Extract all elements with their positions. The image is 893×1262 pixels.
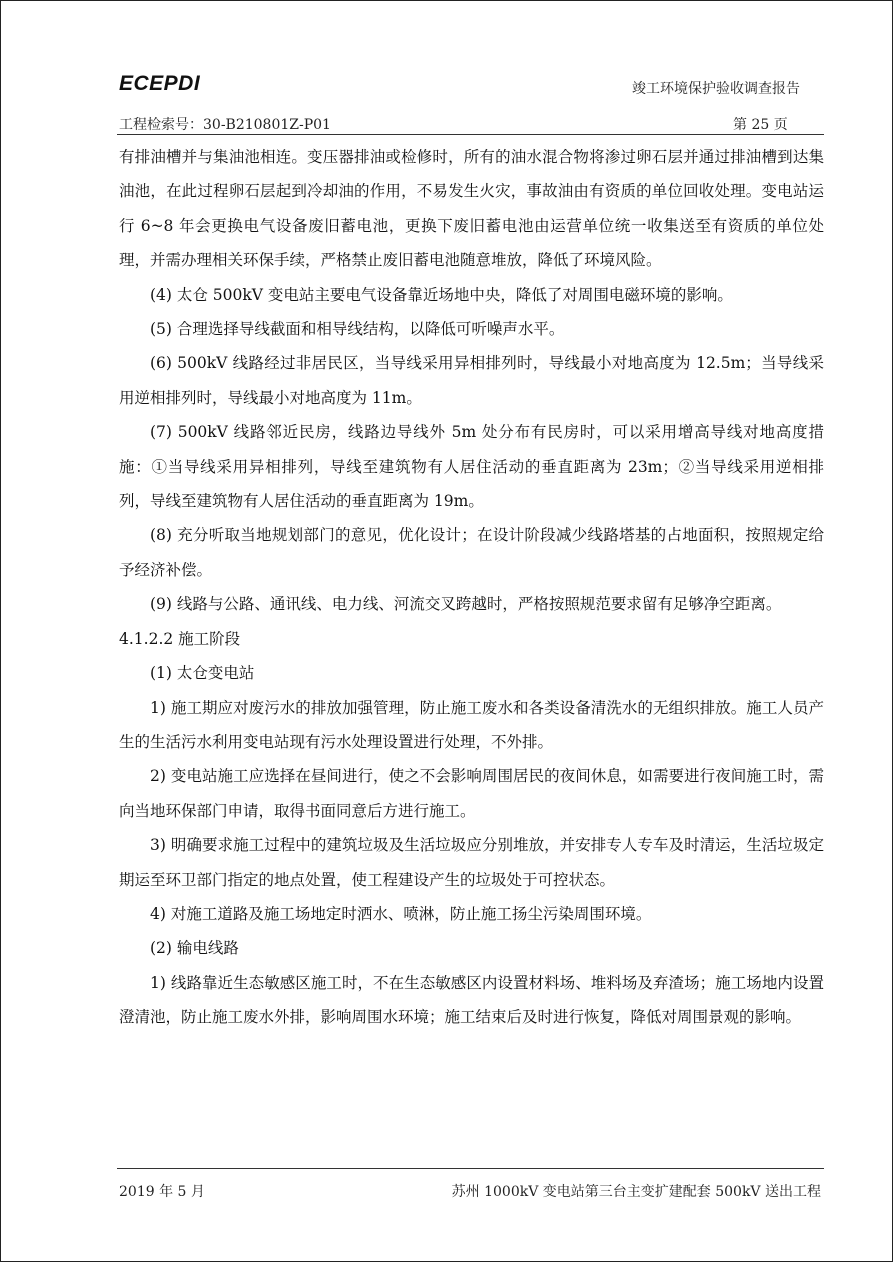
paragraph-line-1: 1) 线路靠近生态敏感区施工时，不在生态敏感区内设置材料场、堆料场及弃渣场；施工场地内设置澄清池，防止施工废水外排，影响周围水环境；施工结束后及时进行恢复，降低对周围景观的影响。 <box>119 973 824 1027</box>
paragraph-substation-3: 3) 明确要求施工过程中的建筑垃圾及生活垃圾应分别堆放，并安排专人专车及时清运，生活垃圾定期运至环卫部门指定的地点处置，使工程建设产生的垃圾处于可控状态。 <box>119 836 824 889</box>
body-text <box>119 140 824 1035</box>
header-divider <box>117 134 824 135</box>
paragraph-item-6: (6) 500kV 线路经过非居民区，当导线采用异相排列时，导线最小对地高度为 12.5m；当导线采用逆相排列时，导线最小对地高度为 11m。 <box>119 354 824 407</box>
paragraph-item-5: (5) 合理选择导线截面和相导线结构，以降低可听噪声水平。 <box>150 320 565 339</box>
brand-logo-text: ECEPDI <box>119 72 201 95</box>
retrieval-number: 工程检索号：30-B210801Z-P01 <box>119 117 331 133</box>
paragraph-substation-1: 1) 施工期应对废污水的排放加强管理，防止施工废水和各类设备清洗水的无组织排放。施工人员产生的生活污水利用变电站现有污水处理设置进行处理，不外排。 <box>119 698 824 751</box>
paragraph-item-4: (4) 太仓 500kV 变电站主要电气设备靠近场地中央，降低了对周围电磁环境的影响。 <box>150 285 733 304</box>
report-title: 竣工环境保护验收调查报告 <box>632 81 800 97</box>
section-heading: 4.1.2.2 施工阶段 <box>119 629 241 648</box>
paragraph-item-9: (9) 线路与公路、通讯线、电力线、河流交叉跨越时，严格按照规范要求留有足够净空距离。 <box>150 595 782 614</box>
subheading-transmission-line: (2) 输电线路 <box>150 939 239 958</box>
paragraph-item-7: (7) 500kV 线路邻近民房，线路边导线外 5m 处分布有民房时，可以采用增高导线对地高度措施：①当导线采用异相排列，导线至建筑物有人居住活动的垂直距离为 23m；②当导线采用逆相排列，导线至建筑物有人居住活动的垂直距离为 19m。 <box>119 423 824 511</box>
footer-date: 2019 年 5 月 <box>119 1184 205 1200</box>
paragraph-substation-2: 2) 变电站施工应选择在昼间进行，使之不会影响周围居民的夜间休息，如需要进行夜间施工时，需向当地环保部门申请，取得书面同意后方进行施工。 <box>119 767 824 820</box>
paragraph-substation-4: 4) 对施工道路及施工场地定时洒水、喷淋，防止施工扬尘污染周围环境。 <box>150 904 652 923</box>
footer-project-name: 苏州 1000kV 变电站第三台主变扩建配套 500kV 送出工程 <box>451 1184 821 1200</box>
page-number: 第 25 页 <box>733 117 788 133</box>
subheading-substation: (1) 太仓变电站 <box>150 664 255 683</box>
paragraph-item-8: (8) 充分听取当地规划部门的意见，优化设计；在设计阶段减少线路塔基的占地面积，按照规定给予经济补偿。 <box>119 526 824 579</box>
paragraph-continuation: 有排油槽并与集油池相连。变压器排油或检修时，所有的油水混合物将渗过卵石层并通过排油槽到达集油池，在此过程卵石层起到冷却油的作用，不易发生火灾，事故油由有资质的单位回收处理。变电站运行 6~8 年会更换电气设备废旧蓄电池，更换下废旧蓄电池由运营单位统一收集送至有资质的单位处理，并需办理相关环保手续，严格禁止废旧蓄电池随意堆放，降低了环境风险。 <box>119 148 824 270</box>
footer-divider <box>117 1168 824 1169</box>
